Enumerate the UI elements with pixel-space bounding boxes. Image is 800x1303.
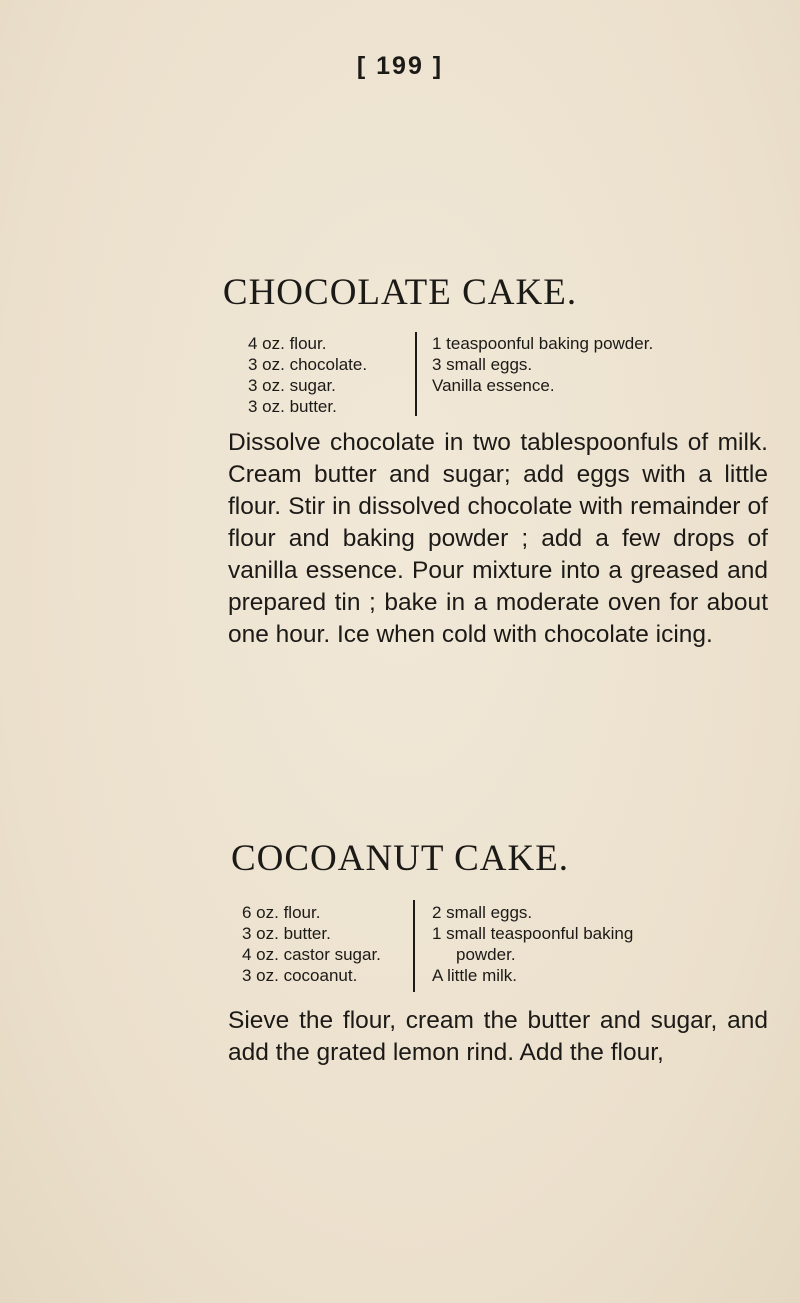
recipe-title-cocoanut-cake: COCOANUT CAKE. — [230, 838, 570, 879]
ingredient-item: 3 oz. sugar. — [248, 376, 336, 395]
ingredient-item: 3 oz. chocolate. — [248, 355, 368, 374]
recipe-title-chocolate-cake: CHOCOLATE CAKE. — [222, 272, 578, 313]
ingredients-right-chocolate-cake — [432, 333, 653, 396]
ingredient-item: A little milk. — [432, 966, 518, 985]
ingredient-item: 6 oz. flour. — [242, 903, 321, 922]
page-number: [ 199 ] — [356, 52, 444, 80]
column-divider — [415, 332, 417, 416]
ingredient-item: Vanilla essence. — [432, 376, 555, 395]
ingredient-item: powder. — [456, 945, 516, 964]
ingredients-right-cocoanut-cake — [432, 902, 762, 986]
ingredient-item: 2 small eggs. — [432, 903, 533, 922]
ingredient-item: 3 oz. butter. — [242, 924, 331, 943]
ingredient-item: 3 oz. butter. — [248, 397, 337, 416]
ingredients-left-chocolate-cake — [248, 333, 367, 417]
ingredient-item: 1 teaspoonful baking powder. — [432, 334, 654, 353]
ingredient-item: 3 oz. cocoanut. — [242, 966, 358, 985]
column-divider — [413, 900, 415, 992]
ingredient-item: 4 oz. flour. — [248, 334, 327, 353]
ingredient-item: 4 oz. castor sugar. — [242, 945, 381, 964]
ingredient-item: 1 small teaspoonful baking — [432, 924, 634, 943]
method-cocoanut-cake: Sieve the flour, cream the butter and sugar, and add the grated lemon rind. Add the flour, — [228, 1007, 768, 1066]
ingredients-left-cocoanut-cake — [242, 902, 381, 986]
method-chocolate-cake: Dissolve chocolate in two tablespoonfuls of milk. Cream butter and sugar; add eggs with a little flour. Stir in dissolved chocolate with remainder of flour and baking powder ; add a few drops of vanilla essence. Pour mixture into a greased and prepared tin ; bake in a moderate oven for about one hour. Ice when cold with chocolate icing. — [228, 429, 768, 648]
ingredient-item: 3 small eggs. — [432, 355, 533, 374]
